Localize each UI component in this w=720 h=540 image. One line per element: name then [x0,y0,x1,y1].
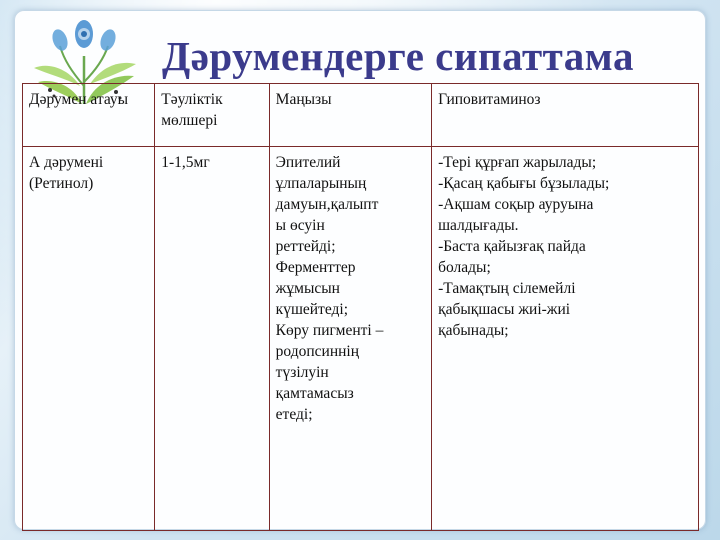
symptom-line: -Ақшам соқыр ауруына [438,196,594,213]
header-cell-name: Дәрумен атауы [23,84,155,147]
table-row [23,147,699,531]
importance-line: қамтамасыз [275,385,354,402]
vitamin-table [22,83,699,531]
symptom-line: -Тері құрғап жарылады; [438,154,597,171]
symptom-line: шалдығады. [438,217,519,234]
vitamin-name-line: (Ретинол) [29,175,94,192]
table-header-row [23,84,699,147]
symptom-line: -Қасаң қабығы бұзылады; [438,175,610,192]
importance-line: реттейді; [275,238,336,255]
cell-hypovitaminosis [432,147,699,531]
vitamin-name-line: А дәрумені [29,154,104,171]
importance-line: жұмысын [275,280,340,297]
importance-line: дамуын,қалыпт [275,196,379,213]
importance-line: родопсиннің [275,343,360,360]
header-cell-dose: Тәуліктік мөлшері [155,84,269,147]
importance-line: ы өсуін [275,217,325,234]
importance-line: түзілуін [275,364,329,381]
importance-line: Көру пигменті – [275,322,384,339]
importance-line: Ферменттер [275,259,356,276]
symptom-line: қабынады; [438,322,509,339]
cell-importance [269,147,431,531]
cell-vitamin-name [23,147,155,531]
page-title: Дәрумендерге сипаттама [162,33,634,79]
cell-daily-dose: 1-1,5мг [155,147,269,531]
header-cell-hypovitaminosis: Гиповитаминоз [432,84,699,147]
importance-line: ұлпаларының [275,175,367,192]
importance-line: күшейтеді; [275,301,349,318]
importance-line: етеді; [275,406,313,423]
header-cell-importance: Маңызы [269,84,431,147]
symptom-line: -Тамақтың сілемейлі [438,280,576,297]
symptom-line: қабықшасы жиі-жиі [438,301,571,318]
importance-line: Эпителий [275,154,341,171]
symptom-line: болады; [438,259,491,276]
symptom-line: -Баста қайызғақ пайда [438,238,586,255]
